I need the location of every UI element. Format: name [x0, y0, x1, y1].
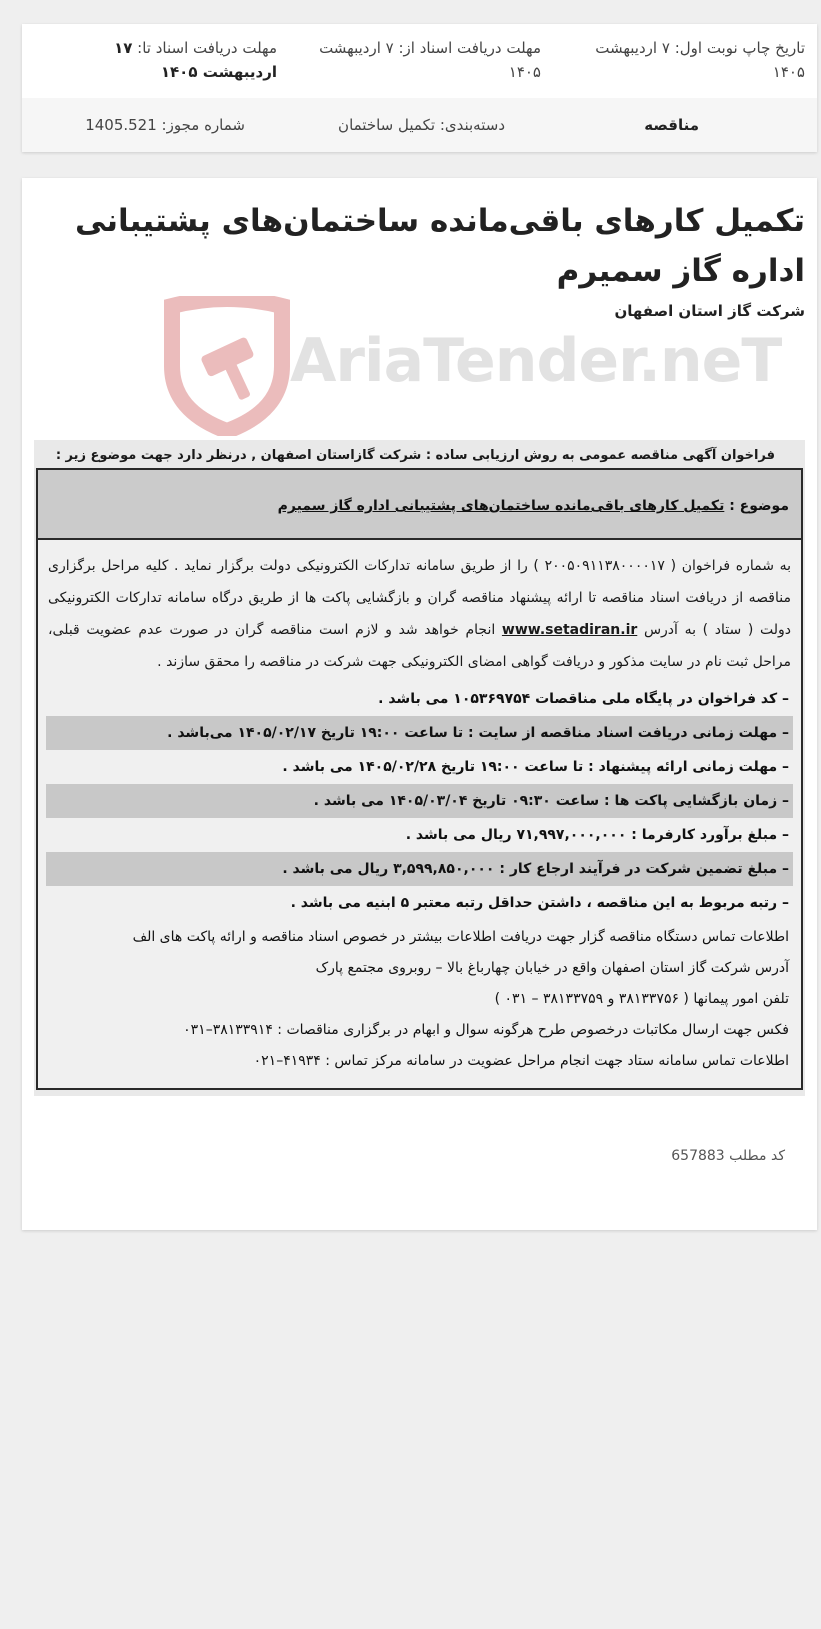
info-meta-row [22, 98, 817, 152]
setad-url: www.setadiran.ir [501, 622, 638, 638]
scanned-notice-image [34, 440, 805, 1096]
receive-to-date [37, 36, 277, 84]
list-item: – زمان بازگشایی پاکت ها : ساعت ۰۹:۳۰ تاریخ ۱۴۰۵/۰۳/۰۴ می باشد . [46, 784, 793, 818]
print-date-label: تاریخ چاپ نوبت اول: [674, 39, 805, 57]
notice-items [46, 682, 793, 920]
subject-band [38, 470, 801, 540]
tender-type[interactable]: مناقصه [644, 116, 699, 134]
tender-detail-card [22, 178, 817, 1230]
contact-line: اطلاعات تماس دستگاه مناقصه گزار جهت دریافت اطلاعات بیشتر در خصوص اسناد مناقصه و ارائه پاکت های الف [132, 929, 789, 945]
subject-label: موضوع : [729, 498, 789, 514]
list-item: – رتبه مربوط به این مناقصه ، داشتن حداقل رتبه معتبر ۵ ابنیه می باشد . [290, 895, 789, 911]
receive-from-date [311, 36, 541, 84]
list-item: – مهلت زمانی دریافت اسناد مناقصه از سایت : تا ساعت ۱۹:۰۰ تاریخ ۱۴۰۵/۰۲/۱۷ می‌باشد . [46, 716, 793, 750]
paragraph-part-2: انجام خواهد شد و لازم است مناقصه گران در صورت عدم عضویت قبلی، مراحل ثبت نام در سایت مذکور و دریافت گواهی امضای الکترونیکی جهت شرکت در مناقصه را محقق سازند . [48, 622, 791, 670]
list-item: – مهلت زمانی ارائه پیشنهاد : تا ساعت ۱۹:۰۰ تاریخ ۱۴۰۵/۰۲/۲۸ می باشد . [282, 759, 789, 775]
license-label: شماره مجوز: [161, 116, 245, 134]
list-item: – مبلغ برآورد کارفرما : ۷۱,۹۹۷,۰۰۰,۰۰۰ ریال می باشد . [405, 827, 789, 843]
category[interactable] [338, 98, 505, 152]
page-title: تکمیل کارهای باقی‌مانده ساختمان‌های پشتیبانی اداره گاز سمیرم [75, 203, 805, 289]
article-code-label: کد مطلب [729, 1148, 785, 1164]
article-code [671, 1148, 785, 1164]
receive-from-label: مهلت دریافت اسناد از: [398, 39, 541, 57]
notice-box [36, 468, 803, 1090]
receive-from-value: ۷ اردیبهشت ۱۴۰۵ [319, 39, 541, 81]
receive-to-label: مهلت دریافت اسناد تا: [137, 39, 277, 57]
organization-name[interactable]: شرکت گاز استان اصفهان [614, 302, 805, 320]
list-item: – کد فراخوان در پایگاه ملی مناقصات ۱۰۵۳۶۹۷۵۴ می باشد . [378, 691, 789, 707]
contact-line: اطلاعات تماس سامانه ستاد جهت انجام مراحل عضویت در سامانه مرکز تماس : ۴۱۹۳۴–۰۲۱ [253, 1053, 789, 1069]
article-code-value: 657883 [671, 1148, 725, 1164]
info-dates-row [22, 24, 817, 98]
contact-line: آدرس شرکت گاز استان اصفهان واقع در خیابان چهارباغ بالا – روبروی مجتمع پارک [315, 960, 789, 976]
tender-info-card [22, 24, 817, 152]
paragraph-part-1: به شماره فراخوان ( ۲۰۰۵۰۹۱۱۳۸۰۰۰۰۱۷ ) را از طریق سامانه تدارکات الکترونیکی دولت برگزار نماید . کلیه مراحل برگزاری مناقصه از دریافت اسناد مناقصه تا ارائه پیشنهاد مناقصه گران و بازگشایی پاکت ها از طریق درگاه سامانه تدارکات الکترونیکی دولت ( ستاد ) به آدرس [48, 558, 792, 638]
license-value: 1405.521 [85, 116, 157, 134]
contact-line: تلفن امور پیمانها ( ۳۸۱۳۳۷۵۶ و ۳۸۱۳۳۷۵۹ – ۰۳۱ ) [494, 991, 789, 1007]
subject-value: تکمیل کارهای باقی‌مانده ساختمان‌های پشتیبانی اداره گاز سمیرم [277, 498, 725, 514]
category-value[interactable]: تکمیل ساختمان [338, 116, 436, 134]
category-label: دسته‌بندی: [439, 116, 505, 134]
receive-to-value: ۱۷ اردیبهشت ۱۴۰۵ [114, 39, 277, 81]
notice-contacts [46, 922, 793, 1077]
contact-line: فکس جهت ارسال مکاتبات درخصوص طرح هرگونه سوال و ابهام در برگزاری مناقصات : ۳۸۱۳۳۹۱۴–۰۳۱ [183, 1022, 789, 1038]
license-number [85, 98, 245, 152]
print-date [575, 36, 805, 84]
notice-paragraph [48, 550, 791, 678]
list-item: – مبلغ تضمین شرکت در فرآیند ارجاع کار : ۳,۵۹۹,۸۵۰,۰۰۰ ریال می باشد . [46, 852, 793, 886]
notice-intro: فراخوان آگهی مناقصه عمومی به روش ارزیابی ساده : شرکت گازاستان اصفهان , درنظر دارد جهت موضوع زیر : [55, 448, 775, 463]
notice-subject [278, 498, 789, 514]
watermark-text: AriaTender.neT [290, 326, 782, 396]
print-date-value: ۷ اردیبهشت ۱۴۰۵ [595, 39, 805, 81]
